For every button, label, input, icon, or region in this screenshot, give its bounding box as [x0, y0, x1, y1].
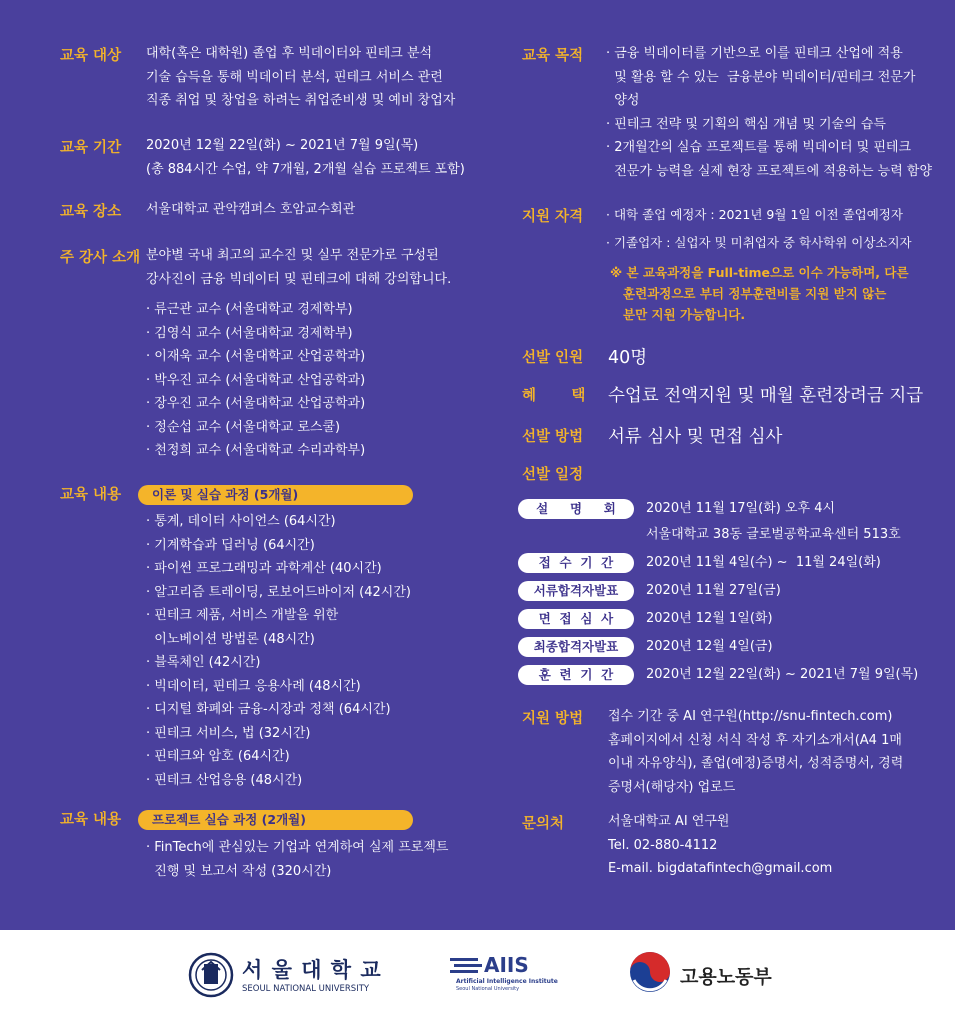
schedule-row-value: 2020년 11월 4일(수) ~ 11월 24일(화) [646, 555, 881, 570]
text-line: 2020년 12월 22일(화) ~ 2021년 7월 9일(목) [146, 138, 419, 153]
note-line: 분만 지원 가능합니다. [610, 307, 746, 322]
list-item: · 통계, 데이터 사이언스 (64시간) [146, 514, 336, 529]
schedule-row [518, 499, 918, 542]
text-line: 직종 취업 및 창업을 하려는 취업준비생 및 예비 창업자 [146, 93, 456, 108]
schedule-row-label: 접 수 기 간 [518, 553, 634, 573]
period-text [146, 134, 465, 181]
instructors-intro [146, 244, 451, 291]
list-item: · 대학 졸업 예정자 : 2021년 9월 1일 이전 졸업예정자 [606, 207, 903, 222]
text-line: 대학(혹은 대학원) 졸업 후 빅데이터와 핀테크 분석 [146, 46, 433, 61]
text-line: 증명서(해당자) 업로드 [608, 779, 736, 795]
schedule-row [518, 665, 918, 685]
list-item: 진행 및 보고서 작성 (320시간) [146, 863, 332, 879]
schedule-row [518, 581, 918, 601]
contact-label: 문의처 [522, 816, 565, 832]
schedule-row [518, 637, 918, 657]
target-text [146, 42, 455, 113]
note-line: ※ 본 교육과정을 Full-time으로 이수 가능하며, 다른 [610, 265, 909, 280]
project-pill: 프로젝트 실습 과정 (2개월) [138, 810, 413, 830]
theory-list [146, 510, 411, 792]
schedule-row-label: 설 명 회 [518, 499, 634, 519]
snu-emblem-icon [188, 952, 234, 998]
list-item: · 박우진 교수 (서울대학교 산업공학과) [146, 372, 366, 388]
footer-logos [0, 930, 955, 1024]
text-line: Tel. 02-880-4112 [608, 837, 718, 853]
text-line: 강사진이 금융 빅데이터 및 핀테크에 대해 강의합니다. [146, 271, 452, 287]
schedule-row-label: 훈 련 기 간 [518, 665, 634, 685]
schedule-row-value [646, 499, 901, 545]
contact-text [608, 810, 832, 881]
list-item: · 파이썬 프로그래밍과 과학계산 (40시간) [146, 561, 382, 576]
project-list [146, 836, 448, 883]
count-value: 40명 [608, 348, 648, 368]
content2-label: 교육 내용 [60, 812, 122, 828]
schedule-row-label: 면 접 심 사 [518, 609, 634, 629]
list-item: · 류근관 교수 (서울대학교 경제학부) [146, 302, 353, 317]
instructor-list [146, 298, 365, 463]
place-label: 교육 장소 [60, 204, 122, 220]
aiis-sub2: Seoul National University [456, 986, 520, 992]
schedule-row [518, 553, 918, 573]
text-line: 기술 습득을 통해 빅데이터 분석, 핀테크 서비스 관련 [146, 69, 443, 85]
target-label: 교육 대상 [60, 48, 122, 64]
text-line: 서울대학교 관악캠퍼스 호암교수회관 [146, 202, 356, 217]
list-item: · 핀테크 전략 및 기획의 핵심 개념 및 기술의 습득 [606, 116, 886, 132]
taegeuk-icon [628, 950, 672, 994]
list-item: · 금융 빅데이터를 기반으로 이를 핀테크 산업에 적용 [606, 46, 903, 61]
text-line: E-mail. bigdatafintech@gmail.com [608, 861, 833, 876]
list-item: · 핀테크 산업응용 (48시간) [146, 772, 303, 788]
list-item: · 기계학습과 딥러닝 (64시간) [146, 537, 315, 553]
goal-list [606, 42, 932, 183]
qual-note [610, 262, 909, 325]
text-line: 서울대학교 AI 연구원 [608, 814, 730, 829]
list-item: · 블록체인 (42시간) [146, 655, 261, 670]
aiis-logo [450, 954, 560, 994]
schedule-label: 선발 일정 [522, 467, 584, 483]
schedule-row [518, 609, 918, 629]
instructors-label: 주 강사 소개 [60, 250, 141, 266]
list-item: · FinTech에 관심있는 기업과 연계하여 실제 프로젝트 [146, 840, 449, 855]
note-line: 훈련과정으로 부터 정부훈련비를 지원 받지 않는 [610, 286, 887, 301]
schedule-row-label: 최종합격자발표 [518, 637, 634, 657]
text-line: (총 884시간 수업, 약 7개월, 2개월 실습 프로젝트 포함) [146, 161, 465, 177]
period-label: 교육 기간 [60, 140, 122, 156]
schedule-row-value: 2020년 12월 1일(화) [646, 611, 773, 626]
content1-label: 교육 내용 [60, 487, 122, 503]
moel-logo [628, 950, 778, 1000]
benefit-label: 혜 택 [522, 388, 586, 404]
text-line: 이내 자유양식), 졸업(예정)증명서, 성적증명서, 경력 [608, 756, 904, 771]
schedule-row-value: 2020년 12월 4일(금) [646, 639, 773, 654]
qual-list [606, 203, 912, 254]
list-item: · 장우진 교수 (서울대학교 산업공학과) [146, 396, 366, 411]
list-item: · 빅데이터, 핀테크 응용사례 (48시간) [146, 678, 361, 694]
goal-label: 교육 목적 [522, 48, 584, 64]
text-line: 홈페이지에서 신청 서식 작성 후 자기소개서(A4 1매 [608, 732, 902, 748]
text-line: 2020년 11월 17일(화) 오후 4시 [646, 501, 836, 516]
list-item: 양성 [606, 93, 640, 108]
qual-label: 지원 자격 [522, 209, 584, 225]
method-value: 서류 심사 및 면접 심사 [608, 427, 783, 447]
text-line: 분야별 국내 최고의 교수진 및 실무 전문가로 구성된 [146, 248, 439, 263]
snu-name-ko: 서 울 대 학 교 [242, 958, 382, 982]
list-item: · 디지털 화폐와 금융-시장과 정책 (64시간) [146, 702, 391, 717]
schedule-row-value: 2020년 11월 27일(금) [646, 583, 781, 598]
list-item: · 기졸업자 : 실업자 및 미취업자 중 학사학위 이상소지자 [606, 234, 912, 250]
list-item: · 김영식 교수 (서울대학교 경제학부) [146, 325, 353, 341]
moel-name: 고용노동부 [680, 966, 772, 988]
count-label: 선발 인원 [522, 350, 584, 366]
snu-logo [188, 952, 388, 1000]
benefit-value: 수업료 전액지원 및 매월 훈련장려금 지급 [608, 386, 924, 406]
aiis-name: AIIS [484, 953, 529, 977]
list-item: · 핀테크 서비스, 법 (32시간) [146, 725, 311, 741]
method-label: 선발 방법 [522, 429, 584, 445]
schedule-row-value: 2020년 12월 22일(화) ~ 2021년 7월 9일(목) [646, 667, 919, 682]
list-item: · 이재욱 교수 (서울대학교 산업공학과) [146, 349, 366, 364]
list-item: · 핀테크 제품, 서비스 개발을 위한 [146, 608, 339, 623]
list-item: · 천정희 교수 (서울대학교 수리과학부) [146, 443, 366, 458]
text-line: 접수 기간 중 AI 연구원(http://snu-fintech.com) [608, 709, 893, 724]
snu-name-en: SEOUL NATIONAL UNIVERSITY [242, 984, 370, 994]
place-text [146, 198, 355, 222]
list-item: · 알고리즘 트레이딩, 로보어드바이저 (42시간) [146, 584, 411, 600]
list-item: · 2개월간의 실습 프로젝트를 통해 빅데이터 및 핀테크 [606, 140, 912, 155]
theory-pill: 이론 및 실습 과정 (5개월) [138, 485, 413, 505]
list-item: · 핀테크와 암호 (64시간) [146, 749, 290, 764]
aiis-mark-icon [450, 956, 482, 978]
apply-label: 지원 방법 [522, 711, 584, 727]
schedule-row-label: 서류합격자발표 [518, 581, 634, 601]
text-line: 서울대학교 38동 글로벌공학교육센터 513호 [646, 527, 901, 542]
list-item: 이노베이션 방법론 (48시간) [146, 631, 315, 647]
aiis-sub1: Artificial Intelligence Institute [456, 978, 558, 985]
list-item: 및 활용 할 수 있는 금융분야 빅데이터/핀테크 전문가 [606, 69, 916, 85]
list-item: · 정순섭 교수 (서울대학교 로스쿨) [146, 419, 341, 435]
apply-text [608, 705, 903, 799]
list-item: 전문가 능력을 실제 현장 프로젝트에 적용하는 능력 함양 [606, 163, 933, 179]
